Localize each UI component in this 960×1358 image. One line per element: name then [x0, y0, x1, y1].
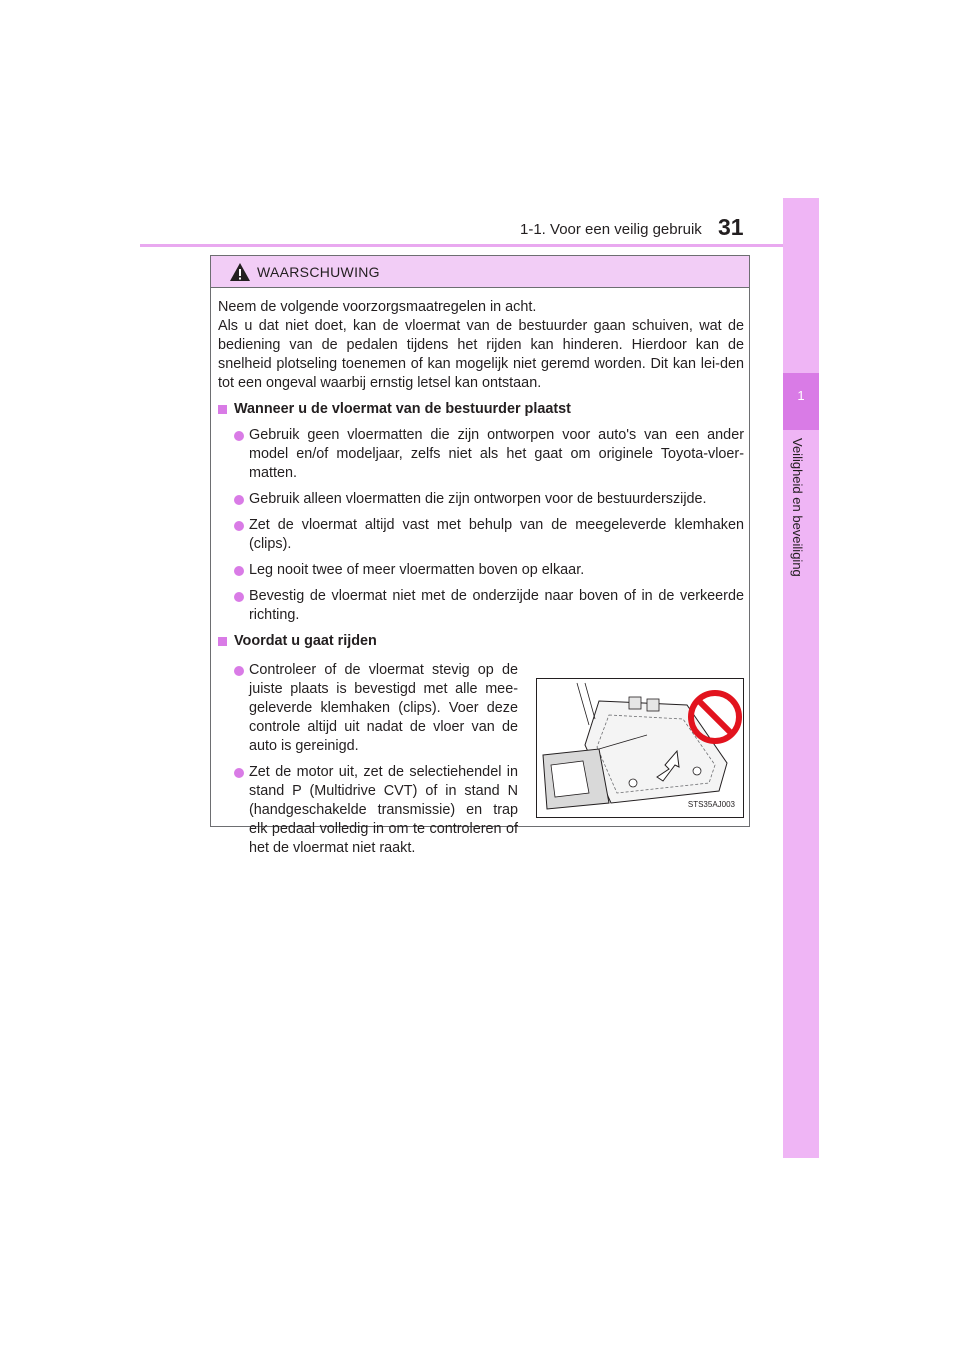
list-item: Zet de vloermat altijd vast met behulp van de meegeleverde klemhaken (clips).: [218, 516, 744, 554]
warning-header: [211, 256, 749, 288]
warning-intro-2: Als u dat niet doet, kan de vloermat van de bestuurder gaan schuiven, wat de bediening van de pedalen tijdens het rijden kan hinderen. Hierdoor kan de snelheid plotseling toenemen of kan mogelijk niet geremd worden. Dit kan lei-den tot een ongeval waarbij ernstig letsel kan ontstaan.: [218, 318, 744, 391]
bullet-dot-icon: [234, 566, 244, 576]
chapter-side-tab: [783, 198, 819, 1158]
warning-label: WAARSCHUWING: [257, 264, 380, 280]
bullet-dot-icon: [234, 431, 244, 441]
square-bullet-icon: [218, 405, 227, 414]
warning-intro-1: Neem de volgende voorzorgsmaatregelen in acht.: [218, 299, 537, 315]
bullet-dot-icon: [234, 768, 244, 778]
section-title: 1-1. Voor een veilig gebruik: [520, 221, 702, 238]
list-item: Leg nooit twee of meer vloermatten boven op elkaar.: [218, 561, 744, 580]
square-bullet-icon: [218, 637, 227, 646]
bullet-dot-icon: [234, 592, 244, 602]
chapter-number: 1: [797, 388, 805, 403]
list-item: Controleer of de vloermat stevig op de juiste plaats is bevestigd met alle mee-geleverde klemhaken (clips). Voer deze controle altijd uit nadat de vloer van de auto is gereinigd.: [218, 661, 518, 756]
figure-code: STS35AJ003: [687, 800, 735, 809]
warning-triangle-icon: [229, 262, 251, 282]
section-two-columns: [218, 661, 744, 858]
list-item: Gebruik alleen vloermatten die zijn ontworpen voor de bestuurderszijde.: [218, 490, 744, 509]
list-item: Zet de motor uit, zet de selectiehendel in stand P (Multidrive CVT) of in stand N (handgeschakelde transmissie) en trap elk pedaal volledig in om te controleren of het de vloermat niet raakt.: [218, 763, 518, 858]
bullet-dot-icon: [234, 666, 244, 676]
list-item: Bevestig de vloermat niet met de onderzijde naar boven of in de verkeerde richting.: [218, 587, 744, 625]
page-number: 31: [718, 214, 744, 240]
floor-mat-illustration: [536, 678, 744, 818]
section-heading: Wanneer u de vloermat van de bestuurder plaatst: [218, 400, 744, 419]
warning-box: [210, 255, 750, 856]
bullet-dot-icon: [234, 495, 244, 505]
section-two-text: [218, 661, 518, 858]
warning-content: [218, 298, 744, 858]
header-rule: [140, 244, 818, 247]
bullet-dot-icon: [234, 521, 244, 531]
section-heading: Voordat u gaat rijden: [218, 632, 744, 651]
chapter-title: Veiligheid en beveiliging: [790, 438, 805, 577]
list-item: Gebruik geen vloermatten die zijn ontworpen voor auto's van een ander model en/of modeljaar, zelfs niet als het gaat om originele Toyota-vloer-matten.: [218, 426, 744, 483]
